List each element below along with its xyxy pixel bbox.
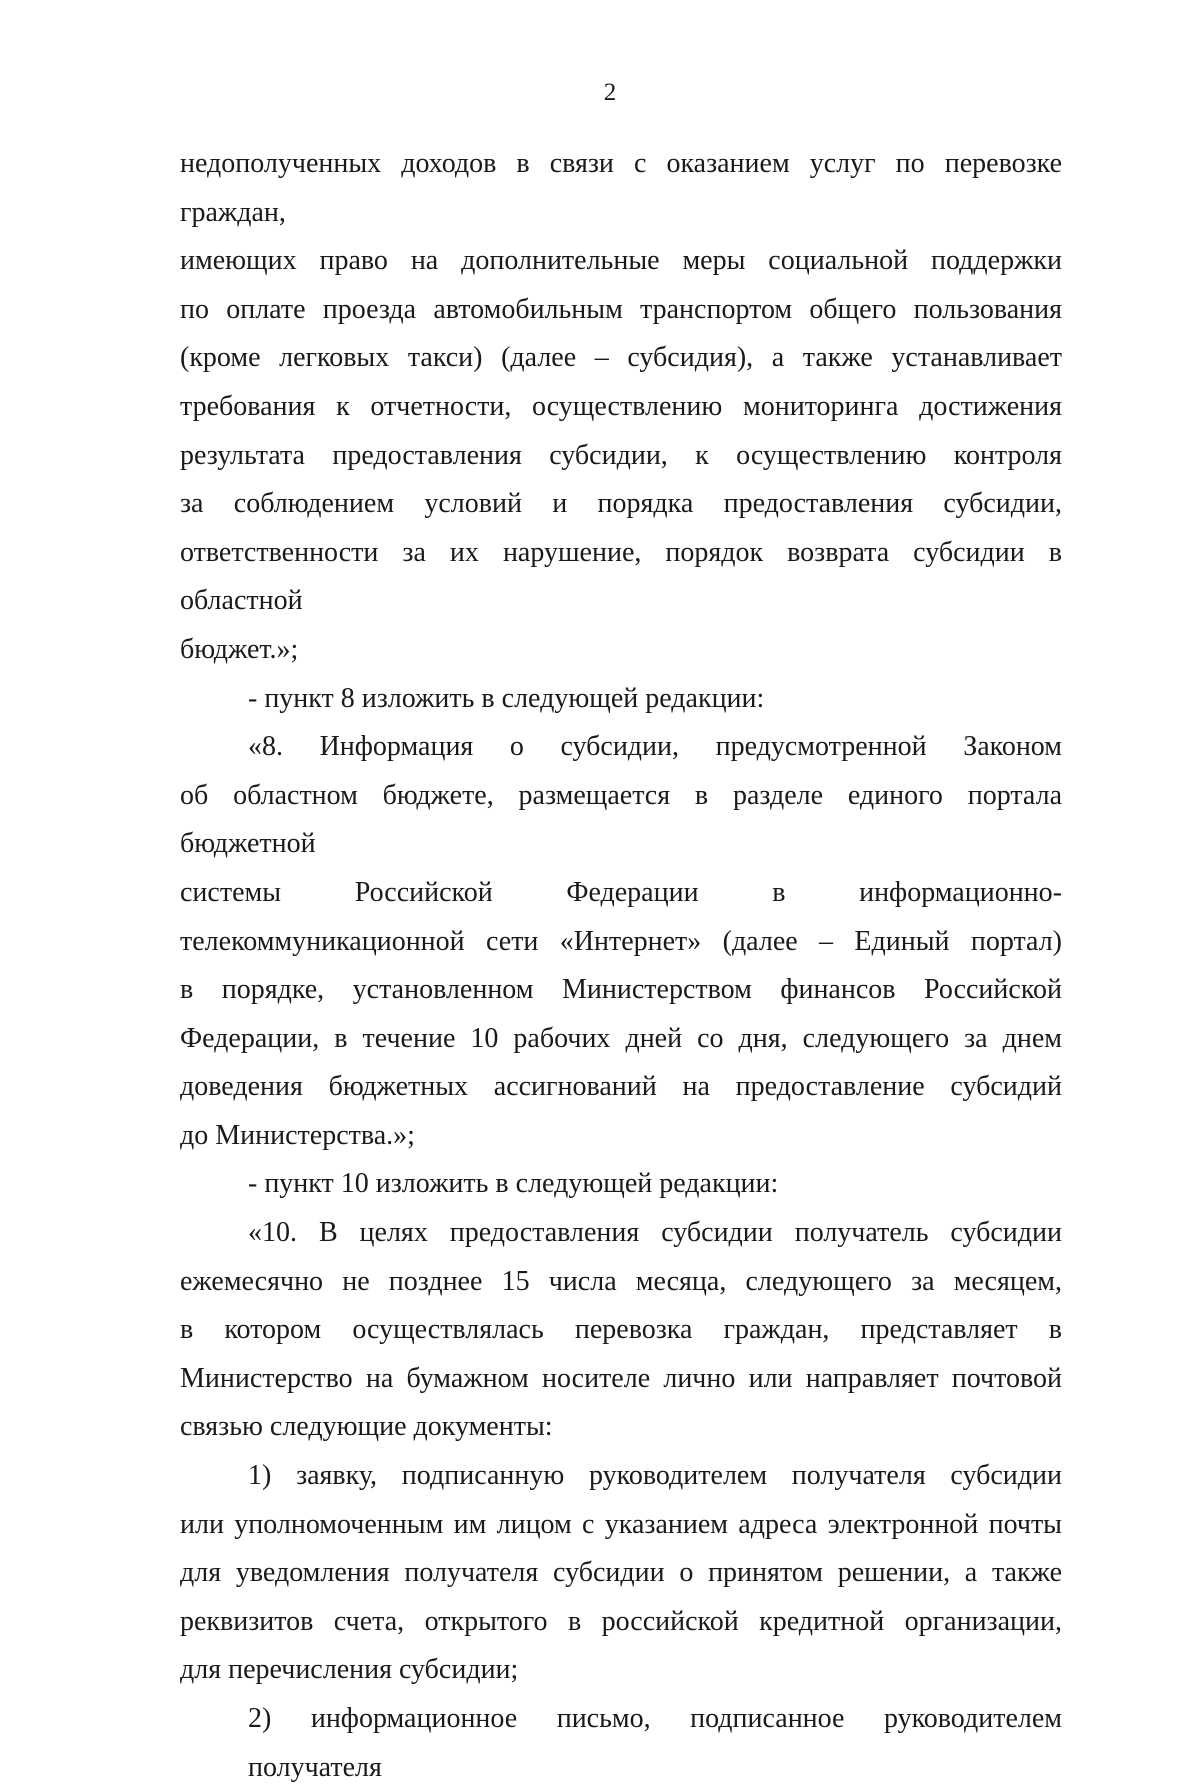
text-line: Министерство на бумажном носителе лично или направляет почтовой <box>180 1362 1062 1394</box>
text-line: - пункт 8 изложить в следующей редакции: <box>248 682 765 714</box>
text-line: - пункт 10 изложить в следующей редакции: <box>248 1168 779 1200</box>
text-line: об областном бюджете, размещается в разделе единого портала бюджетной <box>180 779 1062 860</box>
text-line: Федерации, в течение 10 рабочих дней со дня, следующего за днем <box>180 1022 1062 1054</box>
text-line: 2) информационное письмо, подписанное руководителем получателя <box>248 1703 1062 1783</box>
text-line: бюджет.»; <box>180 633 299 665</box>
text-line: «10. В целях предоставления субсидии получатель субсидии <box>248 1217 1062 1249</box>
document-body <box>180 140 1062 1792</box>
text-line: до Министерства.»; <box>180 1119 415 1151</box>
text-line: в порядке, установленном Министерством финансов Российской <box>180 974 1062 1006</box>
text-line: «8. Информация о субсидии, предусмотренной Законом <box>248 731 1062 763</box>
text-line: связью следующие документы: <box>180 1411 553 1443</box>
text-line: ежемесячно не позднее 15 числа месяца, следующего за месяцем, <box>180 1265 1062 1297</box>
text-line: результата предоставления субсидии, к осуществлению контроля <box>180 439 1062 471</box>
text-line: имеющих право на дополнительные меры социальной поддержки <box>180 245 1062 277</box>
text-line: недополученных доходов в связи с оказанием услуг по перевозке граждан, <box>180 148 1062 228</box>
text-line: для уведомления получателя субсидии о принятом решении, а также <box>180 1557 1062 1589</box>
text-line: за соблюдением условий и порядка предоставления субсидии, <box>180 488 1062 520</box>
text-line: требования к отчетности, осуществлению мониторинга достижения <box>180 390 1062 422</box>
text-line: по оплате проезда автомобильным транспортом общего пользования <box>180 293 1062 325</box>
text-line: 1) заявку, подписанную руководителем получателя субсидии <box>248 1460 1062 1492</box>
text-line: доведения бюджетных ассигнований на предоставление субсидий <box>180 1071 1062 1103</box>
text-line: или уполномоченным им лицом с указанием адреса электронной почты <box>180 1508 1062 1540</box>
page-number: 2 <box>603 79 617 106</box>
text-line: ответственности за их нарушение, порядок возврата субсидии в областной <box>180 536 1062 617</box>
text-line: реквизитов счета, открытого в российской кредитной организации, <box>180 1605 1062 1637</box>
text-line: для перечисления субсидии; <box>180 1654 519 1686</box>
text-line: в котором осуществлялась перевозка граждан, представляет в <box>180 1314 1062 1346</box>
text-line: системы Российской Федерации в информационно- <box>180 876 1062 908</box>
text-line: (кроме легковых такси) (далее – субсидия), а также устанавливает <box>180 342 1062 374</box>
text-line: телекоммуникационной сети «Интернет» (далее – Единый портал) <box>180 925 1062 957</box>
